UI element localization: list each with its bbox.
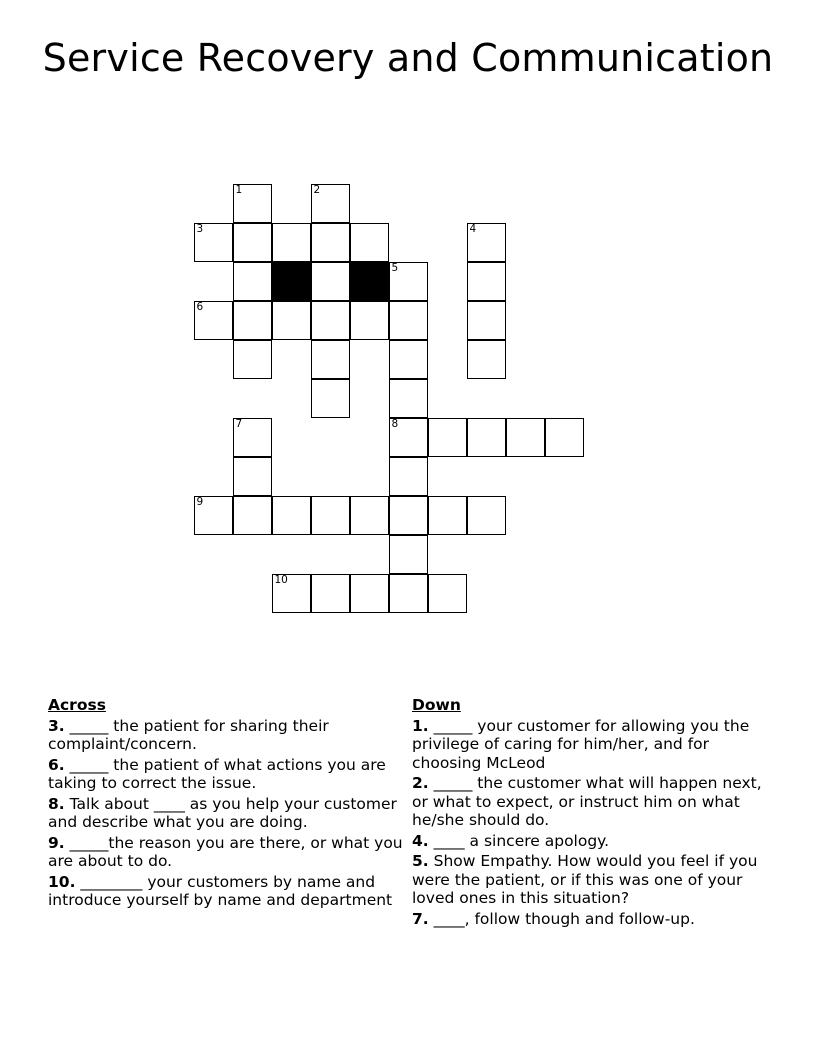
- grid-cell[interactable]: [350, 574, 389, 613]
- down-heading: Down: [412, 696, 461, 714]
- grid-cell-number: 4: [469, 223, 477, 235]
- grid-cell[interactable]: [467, 340, 506, 379]
- grid-cell[interactable]: [272, 301, 311, 340]
- grid-cell[interactable]: [233, 340, 272, 379]
- grid-cell-number: 7: [235, 418, 243, 430]
- grid-cell[interactable]: [350, 496, 389, 535]
- grid-cell[interactable]: [311, 184, 350, 223]
- grid-cell[interactable]: [389, 457, 428, 496]
- grid-cell-blocked: [272, 262, 311, 301]
- clue-number: 5.: [412, 852, 429, 870]
- clue-text: _____ the customer what will happen next, or what to expect, or instruct him on what he/she should do.: [412, 774, 762, 829]
- grid-cell[interactable]: [467, 301, 506, 340]
- grid-cell-number: 10: [274, 574, 288, 586]
- grid-cell[interactable]: [389, 301, 428, 340]
- grid-cell[interactable]: [311, 301, 350, 340]
- crossword-grid[interactable]: [194, 184, 586, 616]
- clue-item: [48, 795, 408, 832]
- clue-number: 8.: [48, 794, 65, 813]
- across-clue-list: [48, 717, 408, 910]
- grid-cell[interactable]: [506, 418, 545, 457]
- grid-cell-blocked: [350, 262, 389, 301]
- grid-cell-number: 6: [196, 301, 204, 313]
- clue-item: [48, 834, 408, 871]
- grid-cell[interactable]: [467, 262, 506, 301]
- grid-cell[interactable]: [389, 262, 428, 301]
- grid-cell[interactable]: [467, 418, 506, 457]
- clue-number: 4.: [412, 831, 429, 850]
- grid-cell-number: 1: [235, 184, 243, 196]
- grid-cell[interactable]: [428, 418, 467, 457]
- page-title: Service Recovery and Communication: [42, 36, 774, 80]
- grid-cell[interactable]: [194, 223, 233, 262]
- clue-number: 7.: [412, 909, 429, 928]
- grid-cell[interactable]: [311, 262, 350, 301]
- clue-text: Talk about ____ as you help your customer and describe what you are doing.: [48, 794, 397, 831]
- grid-cell[interactable]: [311, 574, 350, 613]
- clue-text: _____the reason you are there, or what you are about to do.: [48, 833, 403, 870]
- clues-section: [0, 696, 816, 956]
- grid-cell[interactable]: [389, 496, 428, 535]
- grid-cell[interactable]: [389, 340, 428, 379]
- grid-cell[interactable]: [194, 496, 233, 535]
- grid-cell[interactable]: [311, 496, 350, 535]
- grid-cell[interactable]: [233, 262, 272, 301]
- grid-cell[interactable]: [389, 574, 428, 613]
- grid-cell-number: 8: [391, 418, 399, 430]
- grid-cell-number: 9: [196, 496, 204, 508]
- clue-number: 9.: [48, 833, 65, 852]
- grid-cell[interactable]: [389, 418, 428, 457]
- grid-cell[interactable]: [467, 223, 506, 262]
- clue-number: 3.: [48, 716, 65, 735]
- clue-text: _____ your customer for allowing you the privilege of caring for him/her, and for choosing McLeod: [412, 716, 750, 772]
- clue-number: 6.: [48, 755, 65, 774]
- grid-cell[interactable]: [233, 184, 272, 223]
- grid-cell[interactable]: [350, 223, 389, 262]
- grid-cell[interactable]: [233, 496, 272, 535]
- clue-item: [48, 756, 408, 793]
- clue-number: 10.: [48, 872, 76, 891]
- grid-cell[interactable]: [194, 301, 233, 340]
- down-clue-list: [412, 717, 772, 929]
- grid-cell-number: 5: [391, 262, 399, 274]
- clue-text: _____ the patient for sharing their complaint/concern.: [48, 716, 329, 753]
- grid-cell[interactable]: [311, 379, 350, 418]
- grid-cell-number: 2: [313, 184, 321, 196]
- clue-text: _____ the patient of what actions you are taking to correct the issue.: [48, 755, 386, 792]
- clue-item: [412, 717, 772, 773]
- grid-cell[interactable]: [233, 457, 272, 496]
- grid-cell[interactable]: [389, 535, 428, 574]
- grid-cell[interactable]: [272, 223, 311, 262]
- grid-cell[interactable]: [467, 496, 506, 535]
- grid-cell[interactable]: [350, 301, 389, 340]
- grid-cell[interactable]: [272, 574, 311, 613]
- grid-cell[interactable]: [272, 496, 311, 535]
- clue-text: Show Empathy. How would you feel if you were the patient, or if this was one of your loved ones in this situation?: [412, 852, 758, 907]
- clue-number: 1.: [412, 716, 429, 735]
- grid-cell[interactable]: [545, 418, 584, 457]
- clue-item: [412, 832, 772, 851]
- clue-text: ____, follow though and follow-up.: [428, 909, 695, 928]
- grid-cell[interactable]: [311, 223, 350, 262]
- clue-item: [412, 910, 772, 929]
- grid-cell[interactable]: [233, 301, 272, 340]
- grid-cell[interactable]: [428, 496, 467, 535]
- down-clues-column: [412, 696, 772, 930]
- clue-item: [48, 717, 408, 754]
- grid-cell[interactable]: [233, 223, 272, 262]
- grid-cell-number: 3: [196, 223, 204, 235]
- clue-text: ________ your customers by name and introduce yourself by name and department: [48, 872, 393, 909]
- across-clues-column: [48, 696, 408, 912]
- across-heading: Across: [48, 696, 106, 714]
- grid-cell[interactable]: [311, 340, 350, 379]
- clue-item: [412, 774, 772, 830]
- grid-cell[interactable]: [389, 379, 428, 418]
- clue-item: [48, 873, 408, 910]
- clue-item: [412, 852, 772, 908]
- grid-cell[interactable]: [428, 574, 467, 613]
- clue-number: 2.: [412, 774, 429, 792]
- clue-text: ____ a sincere apology.: [428, 831, 610, 850]
- grid-cell[interactable]: [233, 418, 272, 457]
